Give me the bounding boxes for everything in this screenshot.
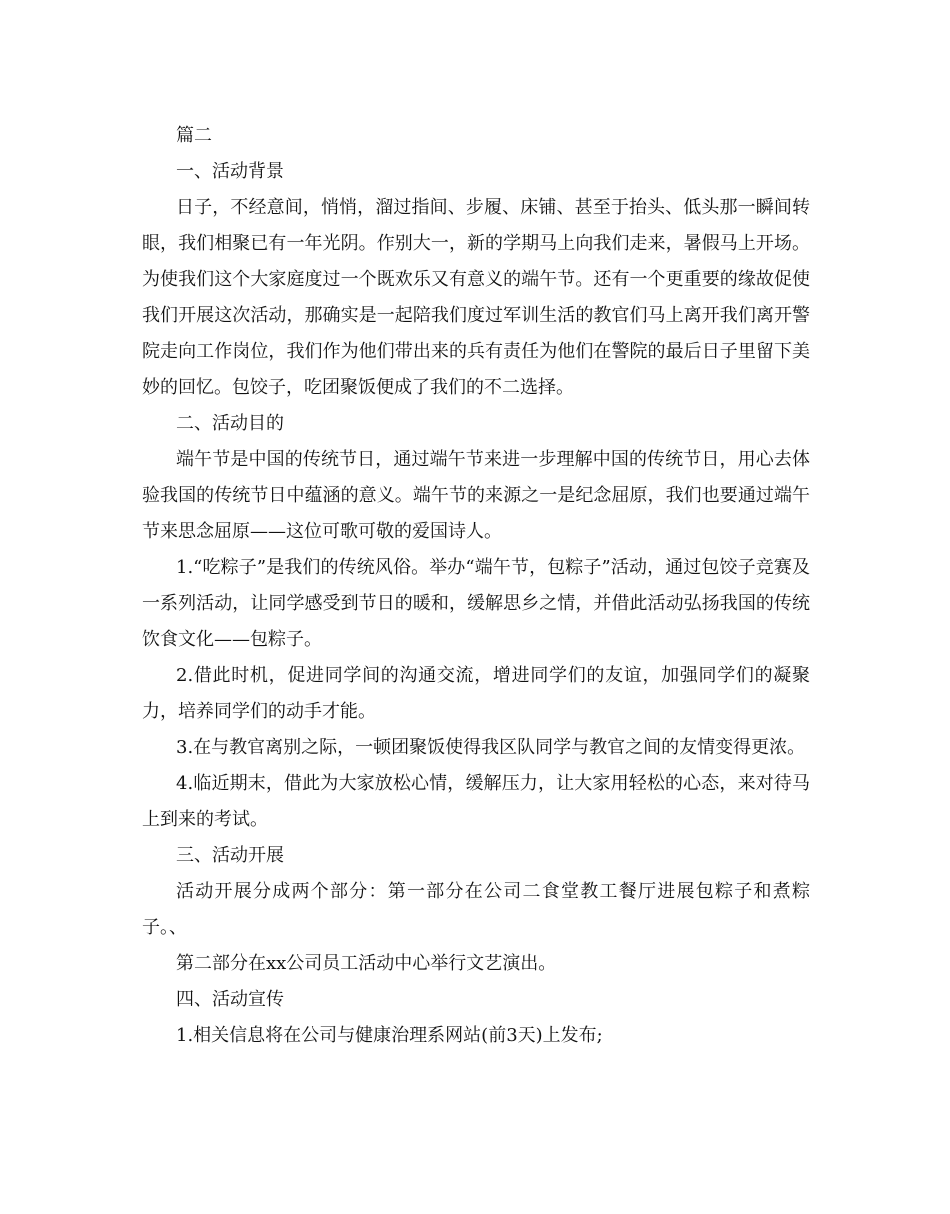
section-heading-background: 一、活动背景 <box>176 161 284 182</box>
section-heading-development: 三、活动开展 <box>176 845 284 866</box>
section-heading-publicity: 四、活动宣传 <box>176 989 284 1010</box>
development-paragraph-1: 活动开展分成两个部分：第一部分在公司二食堂教工餐厅进展包粽子和煮粽子。、 <box>142 881 810 938</box>
background-paragraph: 日子，不经意间，悄悄，溜过指间、步履、床铺、甚至于抬头、低头那一瞬间转眼，我们相聚已有一年光阴。作别大一，新的学期马上向我们走来，暑假马上开场。为使我们这个大家庭度过一个既欢乐又有意义的端午节。还有一个更重要的缘故促使我们开展这次活动，那确实是一起陪我们度过军训生活的教官们马上离开我们离开警院走向工作岗位，我们作为他们带出来的兵有责任为他们在警院的最后日子里留下美妙的回忆。包饺子，吃团聚饭便成了我们的不二选择。 <box>142 197 810 398</box>
purpose-item-1: 1.“吃粽子”是我们的传统风俗。举办“端午节，包粽子”活动，通过包饺子竞赛及一系列活动，让同学感受到节日的暖和，缓解思乡之情，并借此活动弘扬我国的传统饮食文化——包粽子。 <box>142 557 810 650</box>
section-heading-purpose: 二、活动目的 <box>176 413 284 434</box>
purpose-item-2: 2.借此时机，促进同学间的沟通交流，增进同学们的友谊，加强同学们的凝聚力，培养同学们的动手才能。 <box>142 665 810 722</box>
document-page <box>142 118 810 1054</box>
purpose-paragraph: 端午节是中国的传统节日，通过端午节来进一步理解中国的传统节日，用心去体验我国的传统节日中蕴涵的意义。端午节的来源之一是纪念屈原，我们也要通过端午节来思念屈原——这位可歌可敬的爱国诗人。 <box>142 449 810 542</box>
publicity-item-1: 1.相关信息将在公司与健康治理系网站(前3天)上发布; <box>176 1025 603 1046</box>
purpose-item-4: 4.临近期末，借此为大家放松心情，缓解压力，让大家用轻松的心态，来对待马上到来的考试。 <box>142 773 810 830</box>
part-title: 篇二 <box>176 125 212 146</box>
development-paragraph-2: 第二部分在xx公司员工活动中心举行文艺演出。 <box>176 953 557 974</box>
purpose-item-3: 3.在与教官离别之际，一顿团聚饭使得我区队同学与教官之间的友情变得更浓。 <box>176 737 806 758</box>
